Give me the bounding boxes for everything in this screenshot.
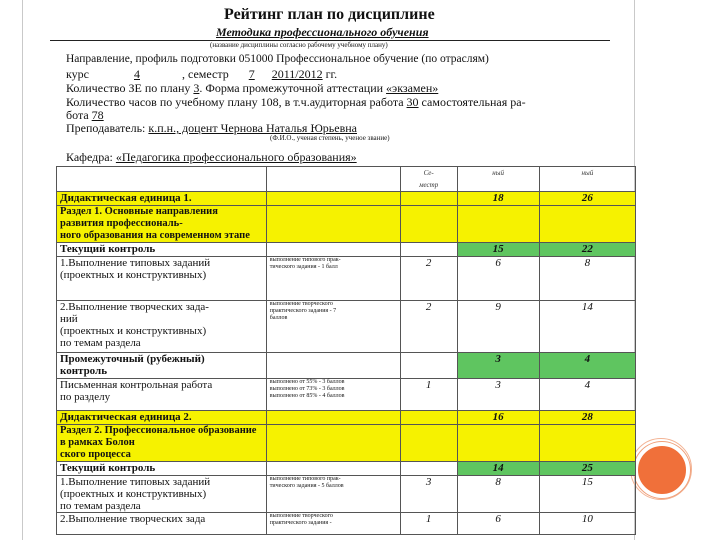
row-name-cell: Раздел 1. Основные направления развития профессиональ- ного образования на современном этапе <box>57 206 267 243</box>
table-row <box>57 192 636 206</box>
row-min-cell: 15 <box>457 243 539 257</box>
page-title: Рейтинг план по дисциплине <box>224 6 435 23</box>
document-page <box>40 0 630 540</box>
row-max-cell <box>539 425 635 462</box>
row-min-cell: 6 <box>457 257 539 301</box>
table-row <box>57 257 636 301</box>
row-max-cell: 4 <box>539 353 635 379</box>
row-max-cell: 4 <box>539 379 635 411</box>
row-note-cell <box>266 243 400 257</box>
column-header <box>266 167 400 192</box>
row-min-cell <box>457 206 539 243</box>
teacher-label: Преподаватель: <box>66 121 146 135</box>
row-max-cell: 26 <box>539 192 635 206</box>
direction-line: Направление, профиль подготовки 051000 Профессиональное обучение (по отраслям) <box>66 53 489 65</box>
table-header-row <box>57 167 636 192</box>
row-max-cell <box>539 206 635 243</box>
table-row <box>57 243 636 257</box>
row-semester-cell: 2 <box>400 257 457 301</box>
department-line <box>66 150 357 165</box>
row-note-cell: выполнено от 55% - 3 баллов выполнено от 73% - 3 баллов выполнено от 85% - 4 баллов <box>266 379 400 411</box>
table-row <box>57 301 636 353</box>
row-note-cell <box>266 206 400 243</box>
self-hours-value: 78 <box>91 108 104 122</box>
table-row <box>57 513 636 535</box>
credits-line <box>66 81 438 96</box>
row-name-cell: 1.Выполнение типовых заданий (проектных и конструктивных) <box>57 257 267 301</box>
credits-label: Количество ЗЕ по плану <box>66 81 191 95</box>
table-row <box>57 425 636 462</box>
row-min-cell: 3 <box>457 379 539 411</box>
row-semester-cell <box>400 425 457 462</box>
course-value: 4 <box>134 67 140 81</box>
row-name-cell: Промежуточный (рубежный) контроль <box>57 353 267 379</box>
row-semester-cell: 1 <box>400 379 457 411</box>
row-semester-cell: 2 <box>400 301 457 353</box>
column-header <box>57 167 267 192</box>
row-name-cell: Раздел 2. Профессиональное образование в рамках Болон ского процесса <box>57 425 267 462</box>
row-semester-cell <box>400 192 457 206</box>
table-row <box>57 462 636 476</box>
column-header: ный <box>457 167 539 192</box>
row-max-cell: 15 <box>539 476 635 513</box>
row-semester-cell <box>400 243 457 257</box>
row-max-cell: 28 <box>539 411 635 425</box>
course-line <box>66 67 337 82</box>
hours-label-cont: самостоятельная ра- <box>421 95 526 109</box>
department-label: Кафедра: <box>66 150 113 164</box>
row-min-cell: 3 <box>457 353 539 379</box>
row-name-cell: 2.Выполнение творческих зада- ний (проектных и конструктивных) по темам раздела <box>57 301 267 353</box>
semester-value: 7 <box>248 67 255 81</box>
slide-frame-left <box>22 0 23 540</box>
row-max-cell: 25 <box>539 462 635 476</box>
accent-circle <box>634 442 690 498</box>
row-max-cell: 22 <box>539 243 635 257</box>
hours-label: Количество часов по учебному плану 108, в т.ч.аудиторная работа <box>66 95 404 109</box>
row-min-cell: 14 <box>457 462 539 476</box>
row-name-cell: 1.Выполнение типовых заданий (проектных и конструктивных) по темам раздела <box>57 476 267 513</box>
teacher-hint: (Ф.И.О., ученая степень, ученое звание) <box>270 134 390 142</box>
row-semester-cell: 3 <box>400 476 457 513</box>
department-value: «Педагогика профессионального образования» <box>115 150 357 164</box>
year-suffix: гг. <box>325 67 338 81</box>
discipline-name: Методика профессионального обучения <box>216 25 429 39</box>
row-note-cell: выполнение типового прак- тического задания - 5 баллов <box>266 476 400 513</box>
row-max-cell: 10 <box>539 513 635 535</box>
discipline-hint: (название дисциплины согласно рабочему учебному плану) <box>210 41 388 49</box>
row-semester-cell <box>400 462 457 476</box>
row-name-cell: Письменная контрольная работа по разделу <box>57 379 267 411</box>
row-note-cell: выполнение творческого практического задания - 7 баллов <box>266 301 400 353</box>
row-note-cell <box>266 353 400 379</box>
row-max-cell: 14 <box>539 301 635 353</box>
row-semester-cell <box>400 206 457 243</box>
row-note-cell: выполнение типового прак- тического задания - 1 балл <box>266 257 400 301</box>
row-name-cell: Дидактическая единица 2. <box>57 411 267 425</box>
semester-label: , семестр <box>182 67 229 81</box>
aud-hours-value: 30 <box>406 95 419 109</box>
row-note-cell <box>266 462 400 476</box>
row-note-cell <box>266 411 400 425</box>
row-min-cell: 16 <box>457 411 539 425</box>
row-semester-cell <box>400 411 457 425</box>
row-note-cell <box>266 425 400 462</box>
table-row <box>57 353 636 379</box>
row-semester-cell <box>400 353 457 379</box>
row-min-cell: 8 <box>457 476 539 513</box>
teacher-value: к.п.н., доцент Чернова Наталья Юрьевна <box>148 121 357 135</box>
column-header: Се- местр <box>400 167 457 192</box>
column-header: ный <box>539 167 635 192</box>
row-min-cell: 9 <box>457 301 539 353</box>
row-semester-cell: 1 <box>400 513 457 535</box>
row-note-cell <box>266 192 400 206</box>
course-label: курс <box>66 67 89 81</box>
row-min-cell <box>457 425 539 462</box>
row-note-cell: выполнение творческого практического задания - <box>266 513 400 535</box>
row-name-cell: Текущий контроль <box>57 462 267 476</box>
year-value: 2011/2012 <box>271 67 323 81</box>
hours-line <box>66 95 526 110</box>
row-name-cell: 2.Выполнение творческих зада <box>57 513 267 535</box>
table-row <box>57 411 636 425</box>
table-row <box>57 476 636 513</box>
row-name-cell: Текущий контроль <box>57 243 267 257</box>
table-row <box>57 379 636 411</box>
credits-value: 3 <box>193 81 200 95</box>
row-min-cell: 6 <box>457 513 539 535</box>
row-max-cell: 8 <box>539 257 635 301</box>
row-min-cell: 18 <box>457 192 539 206</box>
rating-table <box>56 166 636 535</box>
form-label: . Форма промежуточной аттестации <box>199 81 384 95</box>
row-name-cell: Дидактическая единица 1. <box>57 192 267 206</box>
self-label: бота <box>66 108 89 122</box>
table-row <box>57 206 636 243</box>
form-value: «экзамен» <box>386 81 439 95</box>
